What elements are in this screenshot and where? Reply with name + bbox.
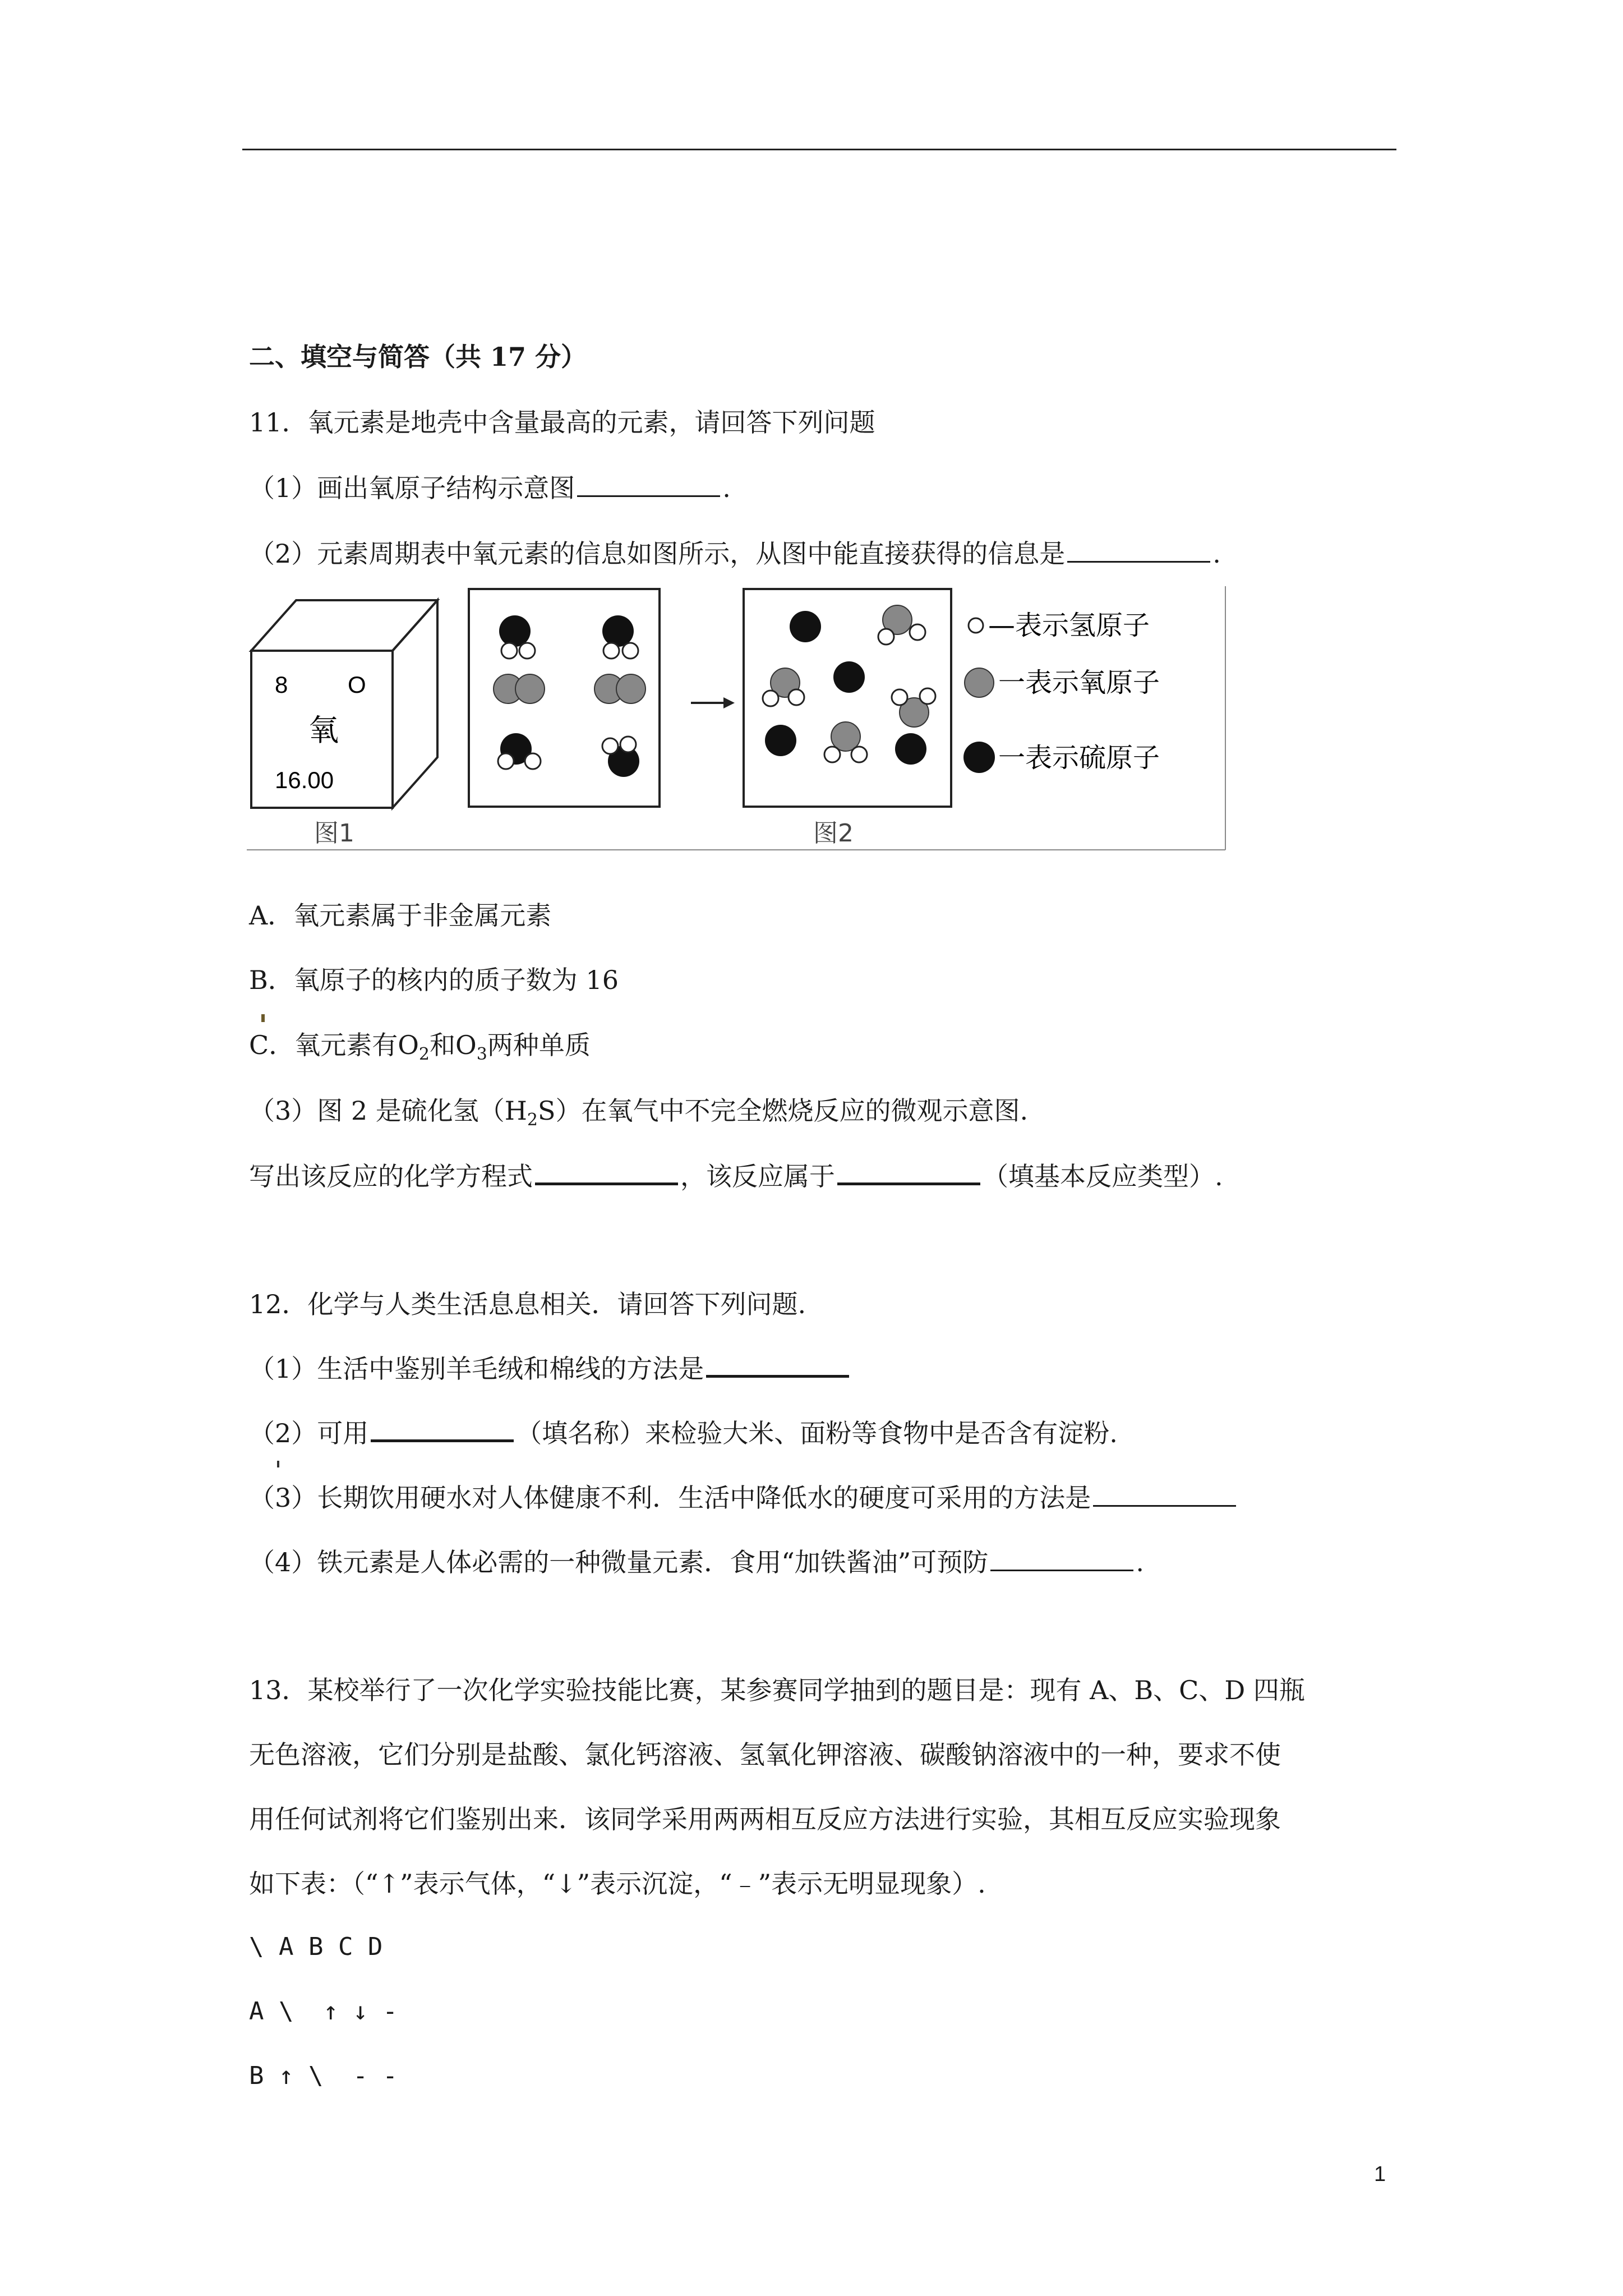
q12-part1: [249, 1352, 851, 1386]
sulfur-legend-icon: [963, 742, 995, 773]
print-speck: [277, 1461, 279, 1467]
q12-part3-text: （3）长期饮用硬水对人体健康不利．生活中降低水的硬度可采用的方法是: [249, 1483, 1091, 1513]
hydrogen-atom: [920, 688, 935, 704]
hydrogen-atom: [519, 643, 535, 659]
q12-part3: [249, 1481, 1238, 1515]
hydrogen-legend-icon: [969, 618, 983, 633]
element-cube: [251, 600, 437, 808]
q13-line3: 用任何试剂将它们鉴别出来．该同学采用两两相互反应方法进行实验，其相互反应实验现象: [249, 1804, 1281, 1834]
o2-symbol: O: [398, 1030, 419, 1060]
period: .: [722, 473, 731, 503]
oxygen-legend-icon: [965, 668, 994, 697]
element-symbol: O: [348, 671, 366, 698]
reaction-arrow: [691, 697, 735, 708]
oxygen-atom: [616, 674, 645, 703]
q11-option-a: A．氧元素属于非金属元素: [249, 900, 552, 931]
sulfur-atom: [790, 611, 821, 642]
legend: [963, 610, 1160, 774]
section-title: 二、填空与简答（共 17 分）: [249, 342, 587, 372]
q11-stem: 11．氧元素是地壳中含量最高的元素，请回答下列问题: [249, 407, 875, 438]
q12-part4-text: （4）铁元素是人体必需的一种微量元素．食用“加铁酱油”可预防: [249, 1547, 989, 1577]
q11-part3: [249, 1094, 1028, 1128]
subscript: 2: [418, 1045, 430, 1065]
sulfur-atom: [765, 725, 796, 756]
q13-line2: 无色溶液，它们分别是盐酸、氯化钙溶液、氢氧化钾溶液、碳酸钠溶液中的一种，要求不使: [249, 1740, 1281, 1770]
hydrogen-atom: [851, 747, 867, 762]
option-c-tail: 两种单质: [487, 1030, 591, 1060]
hydrogen-atom: [623, 643, 638, 659]
q13-table-header: \ A B C D: [249, 1932, 383, 1961]
sulfur-atom: [602, 615, 634, 647]
answer-blank: [535, 1160, 678, 1185]
period: .: [1136, 1547, 1144, 1577]
hydrogen-atom: [603, 643, 619, 659]
period: .: [1212, 539, 1221, 569]
hydrogen-atom: [910, 624, 925, 640]
equation-prompt: 写出该反应的化学方程式: [249, 1161, 533, 1191]
sulfur-atom: [895, 733, 926, 765]
answer-blank: [706, 1352, 849, 1378]
answer-blank: [371, 1417, 514, 1442]
part3-text-b: S）在氧气中不完全燃烧反应的微观示意图.: [538, 1096, 1029, 1126]
hydrogen-atom: [501, 643, 517, 659]
hydrogen-atom: [763, 691, 778, 706]
q11-part1: [249, 471, 731, 505]
atomic-mass: 16.00: [275, 767, 334, 793]
subscript: 2: [527, 1110, 538, 1130]
reaction-type-hint: （填基本反应类型）.: [983, 1161, 1223, 1191]
answer-blank: [1093, 1483, 1236, 1507]
q11-option-c: [249, 1028, 591, 1065]
q12-part4: [249, 1545, 1144, 1579]
hydrogen-atom: [789, 689, 804, 705]
products-box: [744, 589, 951, 807]
hydrogen-atom: [525, 753, 541, 769]
fig1-label: 图1: [314, 819, 354, 848]
and-text: 和: [430, 1030, 456, 1060]
q12-stem: 12．化学与人类生活息息相关．请回答下列问题.: [249, 1289, 806, 1319]
q13-table-row-a: A \ ↑ ↓ -: [249, 1997, 398, 2026]
q11-option-b: B．氧原子的核内的质子数为 16: [249, 965, 619, 995]
element-name: 氧: [308, 712, 339, 748]
answer-blank: [577, 473, 720, 497]
q12-part2-text-a: （2）可用: [249, 1418, 369, 1448]
oxygen-atom: [515, 674, 545, 703]
header-rule: [242, 149, 1396, 150]
answer-blank: [1067, 539, 1210, 563]
q13-line1: 13．某校举行了一次化学实验技能比赛，某参赛同学抽到的题目是：现有 A、B、C、D 四瓶: [249, 1675, 1305, 1705]
legend-sulfur: 一表示硫原子: [998, 742, 1160, 774]
hydrogen-atom: [620, 737, 636, 752]
q13-line4: 如下表：（“↑”表示气体，“↓”表示沉淀，“﹣”表示无明显现象）.: [249, 1869, 986, 1899]
q11-part2-text: （2）元素周期表中氧元素的信息如图所示，从图中能直接获得的信息是: [249, 539, 1066, 569]
atomic-number: 8: [275, 671, 288, 698]
option-c-text: C．氧元素有: [249, 1030, 398, 1060]
legend-oxygen: 一表示氧原子: [998, 667, 1160, 698]
q13-table-row-b: B ↑ \ - -: [249, 2062, 398, 2090]
answer-blank: [990, 1547, 1133, 1571]
page-number: 1: [1374, 2162, 1386, 2186]
fig2-label: 图2: [813, 819, 854, 848]
hydrogen-atom: [892, 689, 907, 705]
figure-1-2: [247, 586, 1228, 853]
q11-part2: [249, 537, 1221, 570]
sulfur-atom: [833, 661, 865, 693]
reaction-type-prompt: ，该反应属于: [680, 1161, 835, 1191]
q12-part2-text-b: （填名称）来检验大米、面粉等食物中是否含有淀粉.: [516, 1418, 1118, 1448]
hydrogen-atom: [824, 747, 840, 762]
answer-blank: [837, 1160, 980, 1185]
q12-part1-text: （1）生活中鉴别羊毛绒和棉线的方法是: [249, 1354, 704, 1384]
print-speck: [261, 1014, 265, 1022]
o3-symbol: O: [455, 1030, 477, 1060]
part3-text-a: （3）图 2 是硫化氢（H: [249, 1096, 527, 1126]
subscript: 3: [476, 1045, 487, 1065]
q12-part2: [249, 1416, 1118, 1450]
legend-hydrogen: —表示氢原子: [988, 610, 1150, 641]
sulfur-atom: [499, 615, 531, 647]
q11-part3-line2: [249, 1159, 1223, 1193]
q11-part1-text: （1）画出氧原子结构示意图: [249, 473, 575, 503]
hydrogen-atom: [878, 629, 894, 645]
hydrogen-atom: [498, 753, 514, 769]
reactants-box: [469, 589, 660, 807]
hydrogen-atom: [602, 738, 618, 754]
